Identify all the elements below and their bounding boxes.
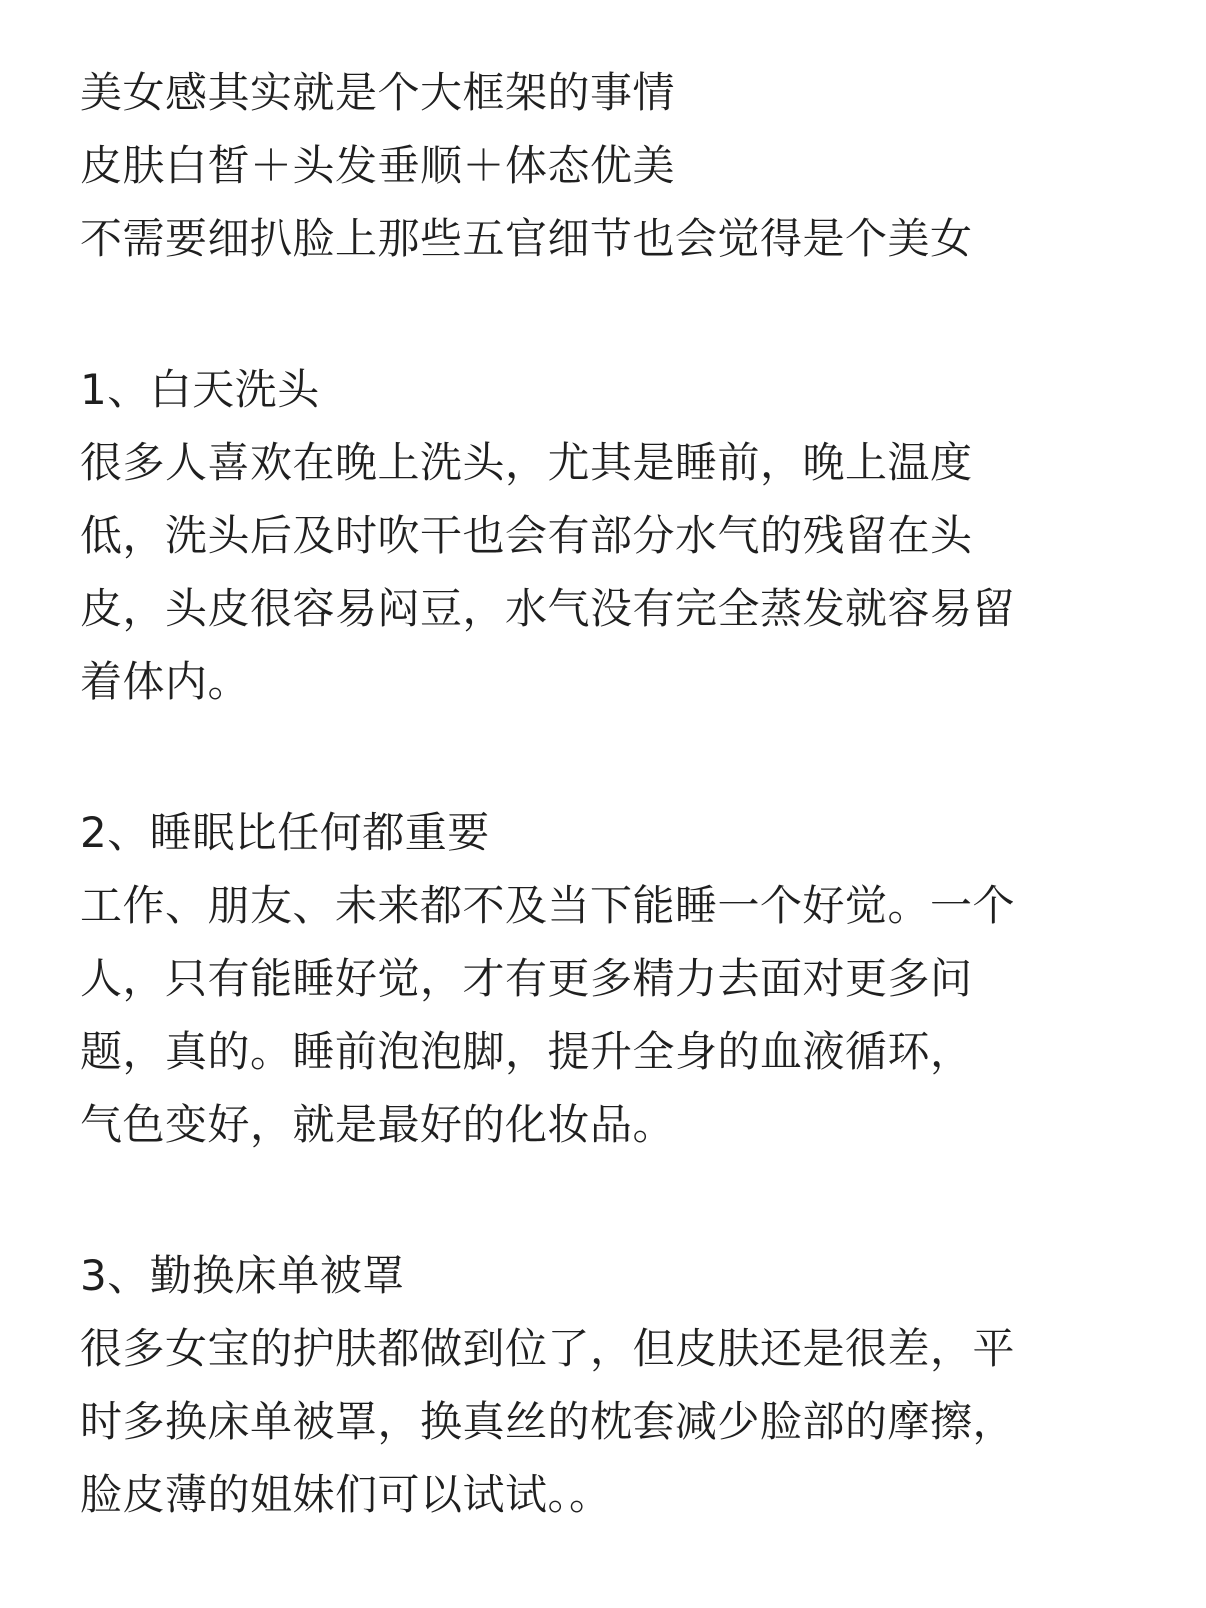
section-sleep xyxy=(80,796,1140,1161)
section-line: 气色变好，就是最好的化妆品。 xyxy=(80,1100,676,1149)
section-wash-hair xyxy=(80,353,1140,718)
paragraph-gap xyxy=(80,718,1140,796)
document-body xyxy=(80,56,1140,1531)
section-heading: 1、白天洗头 xyxy=(80,365,320,414)
paragraph-gap xyxy=(80,275,1140,353)
section-heading: 3、勤换床单被罩 xyxy=(80,1251,405,1300)
section-line: 皮，头皮很容易闷豆，水气没有完全蒸发就容易留 xyxy=(80,584,1016,633)
intro-block xyxy=(80,56,1140,275)
intro-line: 不需要细扒脸上那些五官细节也会觉得是个美女 xyxy=(80,214,973,263)
section-line: 题，真的。睡前泡泡脚，提升全身的血液循环， xyxy=(80,1027,973,1076)
section-line: 低，洗头后及时吹干也会有部分水气的残留在头 xyxy=(80,511,973,560)
section-line: 很多女宝的护肤都做到位了，但皮肤还是很差，平 xyxy=(80,1324,1016,1373)
intro-line: 美女感其实就是个大框架的事情 xyxy=(80,68,676,117)
paragraph-gap xyxy=(80,1161,1140,1239)
section-heading: 2、睡眠比任何都重要 xyxy=(80,808,490,857)
section-line: 着体内。 xyxy=(80,657,251,706)
section-line: 脸皮薄的姐妹们可以试试。。 xyxy=(80,1470,612,1519)
section-line: 很多人喜欢在晚上洗头，尤其是睡前，晚上温度 xyxy=(80,438,973,487)
section-line: 时多换床单被罩，换真丝的枕套减少脸部的摩擦， xyxy=(80,1397,1016,1446)
section-line: 人，只有能睡好觉，才有更多精力去面对更多问 xyxy=(80,954,973,1003)
section-line: 工作、朋友、未来都不及当下能睡一个好觉。一个 xyxy=(80,881,1016,930)
section-bedding xyxy=(80,1239,1140,1531)
intro-line: 皮肤白皙＋头发垂顺＋体态优美 xyxy=(80,141,676,190)
